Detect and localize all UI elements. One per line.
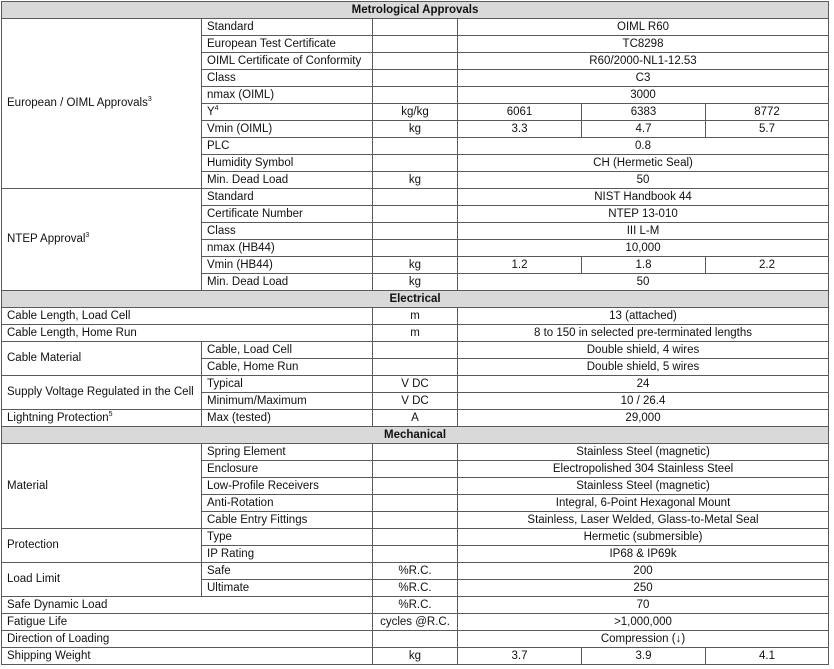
param-label: PLC: [202, 138, 373, 155]
unit-cell: [373, 206, 458, 223]
value-cell: Stainless Steel (magnetic): [458, 478, 829, 495]
footnote-mark: 4: [214, 104, 219, 112]
unit-cell: [373, 223, 458, 240]
value-cell: 0.8: [458, 138, 829, 155]
table-row: [2, 648, 829, 665]
unit-cell: [373, 19, 458, 36]
unit-cell: %R.C.: [373, 580, 458, 597]
param-label: Typical: [202, 376, 373, 393]
table-row: [2, 563, 829, 580]
unit-cell: [373, 53, 458, 70]
unit-cell: %R.C.: [373, 597, 458, 614]
value-cell: 1.2: [458, 257, 582, 274]
param-label: Standard: [202, 19, 373, 36]
value-cell: 5.7: [706, 121, 829, 138]
value-cell: 3.3: [458, 121, 582, 138]
unit-cell: V DC: [373, 376, 458, 393]
unit-cell: A: [373, 410, 458, 427]
value-cell: 250: [458, 580, 829, 597]
table-row: [2, 19, 829, 36]
param-label: Direction of Loading: [2, 631, 373, 648]
unit-cell: [373, 359, 458, 376]
value-cell: >1,000,000: [458, 614, 829, 631]
unit-cell: m: [373, 325, 458, 342]
param-label-y: [202, 104, 373, 121]
unit-cell: [373, 461, 458, 478]
section-metrological: [2, 2, 829, 19]
value-cell: Double shield, 5 wires: [458, 359, 829, 376]
param-label: Cable, Load Cell: [202, 342, 373, 359]
unit-cell: [373, 495, 458, 512]
param-label: Shipping Weight: [2, 648, 373, 665]
group-label: European / OIML Approvals: [7, 97, 148, 109]
table-row: [2, 597, 829, 614]
section-electrical: [2, 291, 829, 308]
table-row: [2, 410, 829, 427]
param-label: Certificate Number: [202, 206, 373, 223]
value-cell: 70: [458, 597, 829, 614]
value-cell: 1.8: [582, 257, 706, 274]
param-label: Type: [202, 529, 373, 546]
unit-cell: [373, 36, 458, 53]
param-label: Cable Length, Load Cell: [2, 308, 373, 325]
unit-cell: kg/kg: [373, 104, 458, 121]
value-cell: Stainless Steel (magnetic): [458, 444, 829, 461]
group-label: Cable Material: [2, 342, 202, 376]
unit-cell: kg: [373, 172, 458, 189]
value-cell: 10,000: [458, 240, 829, 257]
value-cell: NIST Handbook 44: [458, 189, 829, 206]
unit-cell: kg: [373, 121, 458, 138]
section-title: Metrological Approvals: [2, 2, 829, 19]
value-cell: C3: [458, 70, 829, 87]
param-label: Low-Profile Receivers: [202, 478, 373, 495]
value-cell: 29,000: [458, 410, 829, 427]
param-label: Cable Entry Fittings: [202, 512, 373, 529]
footnote-mark: 3: [147, 96, 152, 104]
unit-cell: cycles @R.C.: [373, 614, 458, 631]
unit-cell: [373, 512, 458, 529]
value-cell: 50: [458, 172, 829, 189]
value-cell: OIML R60: [458, 19, 829, 36]
group-ntep: [2, 189, 202, 291]
group-label: Lightning Protection: [7, 411, 109, 424]
footnote-mark: 5: [108, 410, 113, 418]
table-row: [2, 444, 829, 461]
value-cell: Integral, 6-Point Hexagonal Mount: [458, 495, 829, 512]
unit-cell: [373, 529, 458, 546]
value-cell: III L-M: [458, 223, 829, 240]
table-row: [2, 325, 829, 342]
value-cell: 8772: [706, 104, 829, 121]
param-label: Minimum/Maximum: [202, 393, 373, 410]
param-label: Safe: [202, 563, 373, 580]
value-cell: CH (Hermetic Seal): [458, 155, 829, 172]
section-title: Electrical: [2, 291, 829, 308]
param-label: Class: [202, 223, 373, 240]
table-row: [2, 189, 829, 206]
unit-cell: [373, 546, 458, 563]
value-cell: 3.9: [582, 648, 706, 665]
table-row: [2, 614, 829, 631]
unit-cell: m: [373, 308, 458, 325]
unit-cell: [373, 87, 458, 104]
group-label: Material: [2, 444, 202, 529]
param-label: IP Rating: [202, 546, 373, 563]
value-cell: 4.1: [706, 648, 829, 665]
value-cell: 10 / 26.4: [458, 393, 829, 410]
unit-cell: [373, 631, 458, 648]
param-label: Vmin (OIML): [202, 121, 373, 138]
group-label: Protection: [2, 529, 202, 563]
param-label: Vmin (HB44): [202, 257, 373, 274]
value-cell: Double shield, 4 wires: [458, 342, 829, 359]
param-label: Ultimate: [202, 580, 373, 597]
unit-cell: [373, 138, 458, 155]
param-label: Cable Length, Home Run: [2, 325, 373, 342]
unit-cell: kg: [373, 274, 458, 291]
group-label: NTEP Approval: [7, 233, 86, 245]
unit-cell: [373, 444, 458, 461]
value-cell: Electropolished 304 Stainless Steel: [458, 461, 829, 478]
group-european-oiml: [2, 19, 202, 189]
param-label: OIML Certificate of Conformity: [202, 53, 373, 70]
param-label: Spring Element: [202, 444, 373, 461]
footnote-mark: 3: [85, 232, 90, 240]
table-row: [2, 342, 829, 359]
unit-cell: V DC: [373, 393, 458, 410]
value-cell: 6383: [582, 104, 706, 121]
table-row: [2, 529, 829, 546]
value-cell: NTEP 13-010: [458, 206, 829, 223]
value-cell: IP68 & IP69k: [458, 546, 829, 563]
value-cell: 3000: [458, 87, 829, 104]
value-cell: 6061: [458, 104, 582, 121]
param-label: Fatigue Life: [2, 614, 373, 631]
param-label: Max (tested): [202, 410, 373, 427]
param-label: nmax (HB44): [202, 240, 373, 257]
param-label: European Test Certificate: [202, 36, 373, 53]
group-lightning: [2, 410, 202, 427]
unit-cell: [373, 342, 458, 359]
value-cell: 13 (attached): [458, 308, 829, 325]
unit-cell: [373, 155, 458, 172]
section-title: Mechanical: [2, 427, 829, 444]
param-label: Anti-Rotation: [202, 495, 373, 512]
value-cell: Hermetic (submersible): [458, 529, 829, 546]
table-row: [2, 376, 829, 393]
unit-cell: [373, 189, 458, 206]
unit-cell: %R.C.: [373, 563, 458, 580]
value-cell: R60/2000-NL1-12.53: [458, 53, 829, 70]
param-label: Min. Dead Load: [202, 172, 373, 189]
param-label: Y: [207, 105, 215, 118]
group-label: Load Limit: [2, 563, 202, 597]
value-cell: 24: [458, 376, 829, 393]
spec-table: [1, 1, 829, 665]
group-label: Supply Voltage Regulated in the Cell: [2, 376, 202, 410]
unit-cell: kg: [373, 257, 458, 274]
unit-cell: [373, 240, 458, 257]
param-label: Cable, Home Run: [202, 359, 373, 376]
param-label: Class: [202, 70, 373, 87]
unit-cell: [373, 70, 458, 87]
param-label: Min. Dead Load: [202, 274, 373, 291]
value-cell: 2.2: [706, 257, 829, 274]
unit-cell: [373, 478, 458, 495]
param-label: Humidity Symbol: [202, 155, 373, 172]
section-mechanical: [2, 427, 829, 444]
value-cell: Stainless, Laser Welded, Glass-to-Metal Seal: [458, 512, 829, 529]
param-label: Enclosure: [202, 461, 373, 478]
value-cell: 8 to 150 in selected pre-terminated lengths: [458, 325, 829, 342]
param-label: Safe Dynamic Load: [2, 597, 373, 614]
table-row: [2, 308, 829, 325]
value-cell: 200: [458, 563, 829, 580]
value-cell: 50: [458, 274, 829, 291]
value-cell: TC8298: [458, 36, 829, 53]
unit-cell: kg: [373, 648, 458, 665]
value-cell: 4.7: [582, 121, 706, 138]
value-cell: 3.7: [458, 648, 582, 665]
table-row: [2, 631, 829, 648]
param-label: Standard: [202, 189, 373, 206]
value-cell: Compression (↓): [458, 631, 829, 648]
param-label: nmax (OIML): [202, 87, 373, 104]
